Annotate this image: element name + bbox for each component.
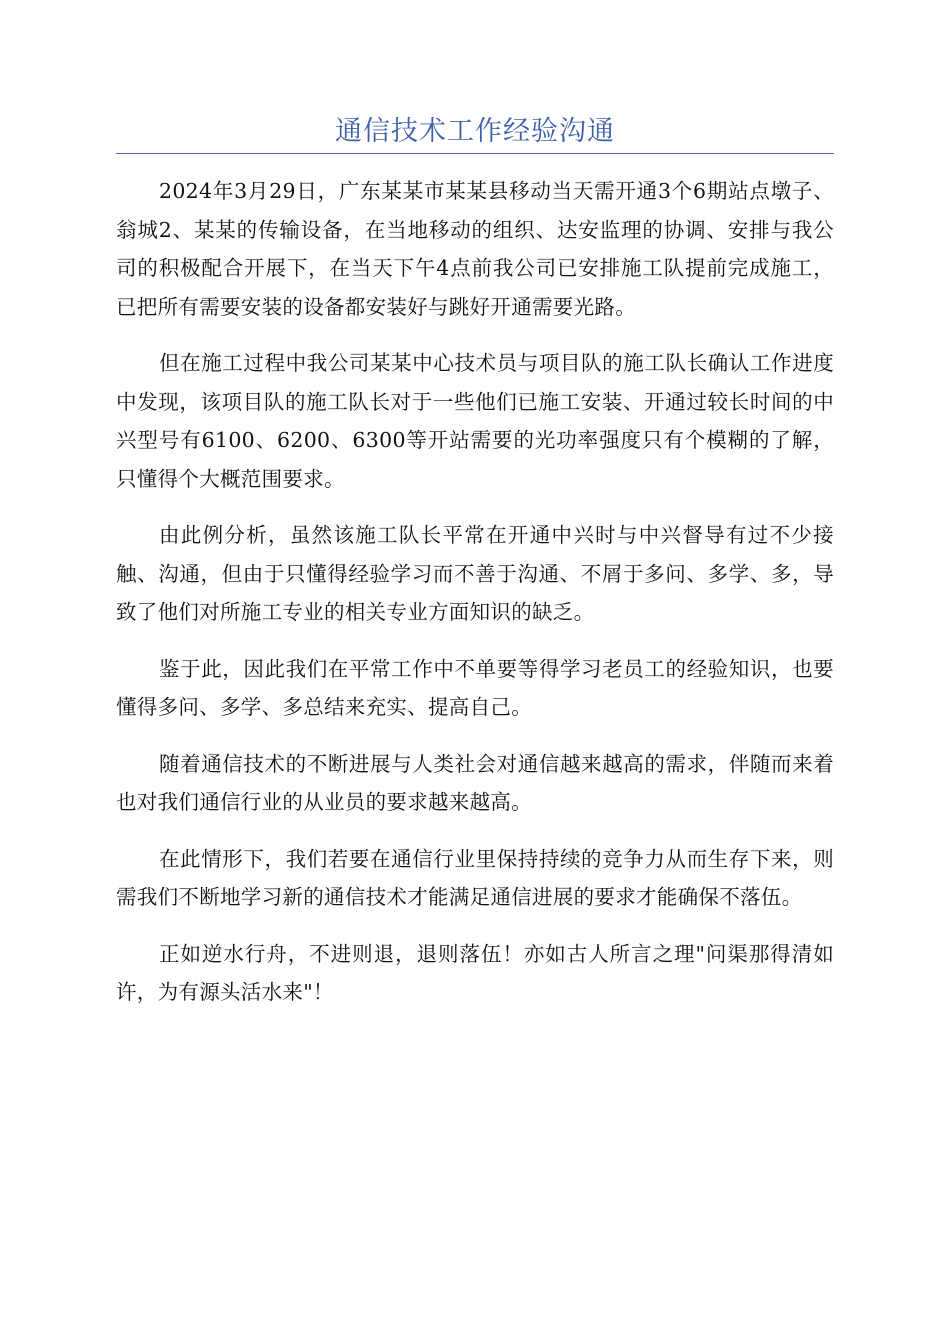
paragraph-1: 2024年3月29日，广东某某市某某县移动当天需开通3个6期站点墩子、翁城2、某某的传输设备，在当地移动的组织、达安监理的协调、安排与我公司的积极配合开展下，在当天下午4点前我公司已安排施工队提前完成施工，已把所有需要安装的设备都安装好与跳好开通需要光路。 (116, 179, 834, 319)
document-title: 通信技术工作经验沟通 (335, 116, 615, 147)
paragraph-5: 随着通信技术的不断进展与人类社会对通信越来越高的需求，伴随而来着也对我们通信行业的从业员的要求越来越高。 (116, 751, 834, 814)
paragraph-6: 在此情形下，我们若要在通信行业里保持持续的竞争力从而生存下来，则需我们不断地学习新的通信技术才能满足通信进展的要求才能确保不落伍。 (116, 846, 834, 909)
paragraph-4: 鉴于此，因此我们在平常工作中不单要等得学习老员工的经验知识，也要懂得多问、多学、多总结来充实、提高自己。 (116, 656, 834, 719)
paragraph-3: 由此例分析，虽然该施工队长平常在开通中兴时与中兴督导有过不少接触、沟通，但由于只懂得经验学习而不善于沟通、不屑于多问、多学、多，导致了他们对所施工专业的相关专业方面知识的缺乏。 (116, 523, 834, 624)
paragraph-7: 正如逆水行舟，不进则退，退则落伍！亦如古人所言之理"问渠那得清如许，为有源头活水来"！ (116, 941, 834, 1004)
paragraph-2: 但在施工过程中我公司某某中心技术员与项目队的施工队长确认工作进度中发现，该项目队的施工队长对于一些他们已施工安装、开通过较长时间的中兴型号有6100、6200、6300等开站需要的光功率强度只有个模糊的了解，只懂得个大概范围要求。 (116, 351, 834, 491)
title-underline (116, 153, 834, 154)
document-body (116, 172, 834, 1030)
